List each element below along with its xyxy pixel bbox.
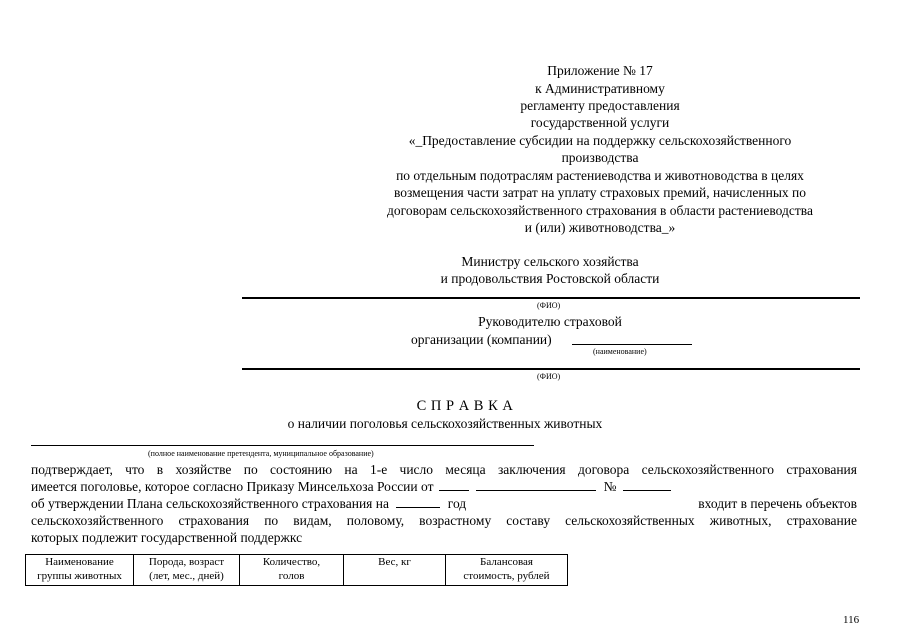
number-sign: №: [603, 479, 617, 494]
table-header-cell: Вес, кг: [344, 555, 446, 586]
table-header-row: [26, 555, 568, 586]
header-line: производства: [561, 150, 639, 165]
year-blank: [396, 495, 440, 508]
header-line: регламенту предоставления: [520, 98, 680, 113]
fio-caption: (ФИО): [537, 301, 561, 310]
fio-line: [242, 297, 860, 299]
order-number-blank: [623, 478, 671, 491]
body-text: имеется поголовье, которое согласно Приказу Минсельхоза России от: [31, 479, 434, 494]
livestock-table: [25, 554, 568, 586]
body-line: подтверждает, что в хозяйстве по состоянию на 1-е число месяца заключения договора сельскохозяйственного страхования: [31, 462, 857, 477]
annex-number: Приложение № 17: [547, 63, 653, 78]
header-line: договорам сельскохозяйственного страхования в области растениеводства: [387, 203, 813, 218]
body-text: входит в перечень объектов: [698, 496, 857, 511]
fio-line: [242, 368, 860, 370]
recipient-insurer-line: Руководителю страховой: [478, 314, 622, 329]
date-month-blank: [476, 478, 596, 491]
recipient-minister-line: и продовольствия Ростовской области: [440, 271, 660, 286]
body-line: которых подлежит государственной поддержкс: [31, 530, 303, 545]
header-line: «_Предоставление субсидии на поддержку сельскохозяйственного: [408, 133, 792, 148]
body-line: сельскохозяйственного страхования по видам, половому, возрастному составу сельскохозяйственных животных, страхование: [31, 513, 857, 528]
name-caption: (наименование): [593, 347, 647, 356]
header-line: государственной услуги: [530, 115, 670, 130]
applicant-line: [31, 445, 534, 446]
applicant-caption: (полное наименование претендента, муниципальное образование): [148, 449, 374, 458]
table-header-cell: Порода, возраст (лет, мес., дней): [134, 555, 240, 586]
body-line: [31, 495, 857, 512]
header-line: к Административному: [535, 81, 665, 96]
table-header-cell: Наименование группы животных: [26, 555, 134, 586]
header-line: возмещения части затрат на уплату страховых премий, начисленных по: [394, 185, 806, 200]
body-line: [31, 478, 857, 495]
header-line: и (или) животноводства_»: [524, 220, 676, 235]
document-title: С П Р А В К А: [416, 398, 514, 414]
body-text: год: [447, 496, 467, 511]
page-number: 116: [843, 614, 860, 626]
header-line: по отдельным подотраслям растениеводства и животноводства в целях: [396, 168, 804, 183]
fio-caption: (ФИО): [537, 372, 561, 381]
document-subtitle: о наличии поголовья сельскохозяйственных животных: [287, 416, 603, 431]
company-name-line: [572, 344, 692, 345]
recipient-insurer-line: организации (компании): [411, 332, 552, 347]
body-text: об утверждении Плана сельскохозяйственного страхования на: [31, 496, 389, 511]
table-header-cell: Балансовая стоимость, рублей: [446, 555, 568, 586]
table-header-cell: Количество, голов: [240, 555, 344, 586]
date-day-blank: [439, 478, 469, 491]
recipient-minister-line: Министру сельского хозяйства: [461, 254, 639, 269]
